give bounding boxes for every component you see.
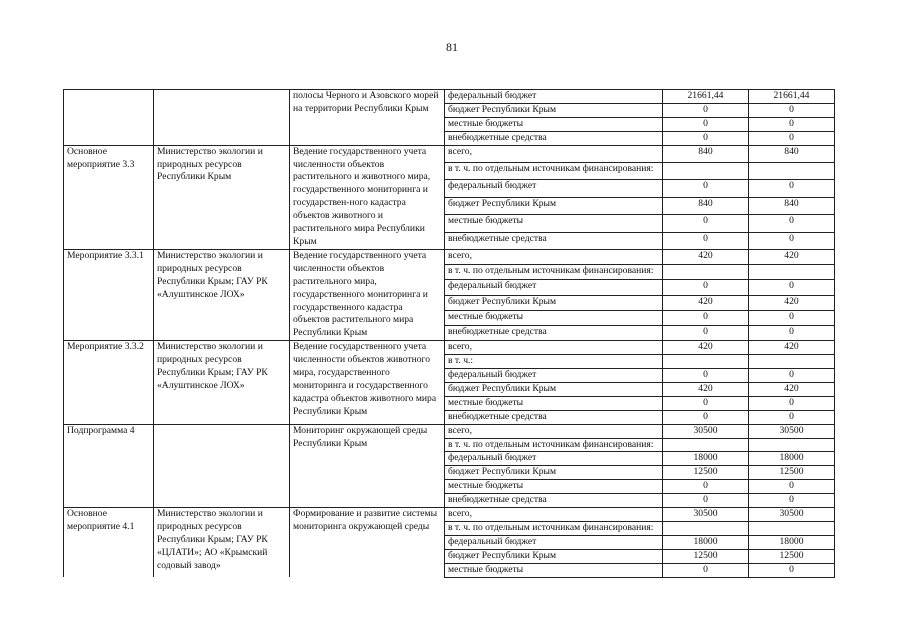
amount-cell: 420	[749, 341, 835, 355]
funding-source-cell: всего,	[445, 341, 663, 355]
amount-cell: 0	[749, 396, 835, 410]
table-row	[64, 145, 835, 162]
funding-source-cell: федеральный бюджет	[445, 90, 663, 104]
amount-cell: 21661,44	[663, 90, 749, 104]
executor-cell	[154, 424, 290, 507]
amount-cell: 0	[663, 563, 749, 577]
amount-cell: 0	[749, 325, 835, 340]
amount-cell: 0	[663, 280, 749, 295]
amount-cell	[749, 265, 835, 280]
table-row	[64, 508, 835, 522]
amount-cell: 0	[749, 280, 835, 295]
amount-cell: 840	[663, 145, 749, 162]
budget-table	[63, 89, 835, 578]
amount-cell: 12500	[663, 466, 749, 480]
measure-name-cell: Мероприятие 3.3.2	[64, 341, 154, 424]
amount-cell: 0	[663, 480, 749, 494]
funding-source-cell: внебюджетные средства	[445, 325, 663, 340]
amount-cell: 18000	[749, 535, 835, 549]
table-row	[64, 424, 835, 438]
amount-cell: 420	[663, 295, 749, 310]
amount-cell: 840	[749, 197, 835, 214]
amount-cell: 0	[663, 215, 749, 232]
amount-cell: 0	[749, 369, 835, 383]
amount-cell: 420	[749, 382, 835, 396]
amount-cell: 0	[663, 310, 749, 325]
funding-source-cell: в т. ч.:	[445, 355, 663, 369]
funding-source-cell: всего,	[445, 424, 663, 438]
funding-source-cell: в т. ч. по отдельным источникам финансирования:	[445, 522, 663, 536]
amount-cell: 420	[663, 341, 749, 355]
amount-cell: 420	[749, 295, 835, 310]
measure-name-cell: Мероприятие 3.3.1	[64, 249, 154, 340]
amount-cell: 0	[749, 232, 835, 249]
funding-source-cell: федеральный бюджет	[445, 452, 663, 466]
amount-cell: 0	[663, 325, 749, 340]
executor-cell: Министерство экологии и природных ресурсов Республики Крым; ГАУ РК «ЦЛАТИ»; АО «Крымский содовый завод»	[154, 508, 290, 578]
amount-cell: 30500	[663, 424, 749, 438]
funding-source-cell: всего,	[445, 145, 663, 162]
amount-cell	[749, 522, 835, 536]
measure-name-cell: Основное мероприятие 3.3	[64, 145, 154, 249]
funding-source-cell: в т. ч. по отдельным источникам финансирования:	[445, 163, 663, 180]
amount-cell: 420	[663, 382, 749, 396]
amount-cell	[749, 163, 835, 180]
funding-source-cell: федеральный бюджет	[445, 369, 663, 383]
funding-source-cell: бюджет Республики Крым	[445, 549, 663, 563]
amount-cell: 0	[749, 131, 835, 145]
amount-cell: 0	[749, 494, 835, 508]
executor-cell: Министерство экологии и природных ресурсов Республики Крым; ГАУ РК «Алуштинское ЛОХ»	[154, 249, 290, 340]
funding-source-cell: бюджет Республики Крым	[445, 197, 663, 214]
amount-cell: 0	[663, 131, 749, 145]
amount-cell: 0	[749, 180, 835, 197]
amount-cell	[749, 438, 835, 452]
funding-source-cell: бюджет Республики Крым	[445, 466, 663, 480]
amount-cell: 0	[749, 117, 835, 131]
table-row	[64, 341, 835, 355]
amount-cell: 12500	[749, 466, 835, 480]
funding-source-cell: в т. ч. по отдельным источникам финансирования:	[445, 265, 663, 280]
amount-cell: 840	[749, 145, 835, 162]
amount-cell: 420	[749, 249, 835, 264]
amount-cell	[749, 355, 835, 369]
table-row	[64, 249, 835, 264]
amount-cell: 0	[663, 396, 749, 410]
funding-source-cell: местные бюджеты	[445, 117, 663, 131]
measure-description-cell: Ведение государственного учета численности объектов растительного и животного мира, государственного мониторинга и государствен-ного кадастра объектов животного и растительного мира Республики Крым	[290, 145, 445, 249]
measure-name-cell: Подпрограмма 4	[64, 424, 154, 507]
amount-cell: 0	[749, 410, 835, 424]
amount-cell: 12500	[749, 549, 835, 563]
amount-cell: 0	[663, 180, 749, 197]
amount-cell: 0	[749, 215, 835, 232]
funding-source-cell: федеральный бюджет	[445, 280, 663, 295]
amount-cell	[663, 265, 749, 280]
measure-description-cell: Ведение государственного учета численности объектов животного мира, государственного мониторинга и государственного кадастра объектов животного мира Республики Крым	[290, 341, 445, 424]
measure-description-cell: полосы Черного и Азовского морей на территории Республики Крым	[290, 90, 445, 146]
funding-source-cell: внебюджетные средства	[445, 232, 663, 249]
funding-source-cell: бюджет Республики Крым	[445, 382, 663, 396]
amount-cell: 0	[663, 103, 749, 117]
measure-description-cell: Ведение государственного учета численности объектов растительного мира, государственного мониторинга и государственного кадастра объектов растительного мира Республики Крым	[290, 249, 445, 340]
page-number: 81	[446, 40, 458, 54]
amount-cell: 30500	[663, 508, 749, 522]
funding-source-cell: всего,	[445, 249, 663, 264]
amount-cell: 21661,44	[749, 90, 835, 104]
amount-cell: 0	[749, 103, 835, 117]
funding-source-cell: местные бюджеты	[445, 396, 663, 410]
measure-description-cell: Мониторинг окружающей среды Республики Крым	[290, 424, 445, 507]
funding-source-cell: всего,	[445, 508, 663, 522]
amount-cell: 0	[663, 117, 749, 131]
funding-source-cell: местные бюджеты	[445, 310, 663, 325]
funding-source-cell: внебюджетные средства	[445, 410, 663, 424]
amount-cell: 0	[749, 480, 835, 494]
amount-cell: 0	[749, 310, 835, 325]
amount-cell: 30500	[749, 508, 835, 522]
amount-cell	[663, 438, 749, 452]
amount-cell	[663, 522, 749, 536]
funding-source-cell: внебюджетные средства	[445, 494, 663, 508]
amount-cell: 0	[663, 410, 749, 424]
measure-name-cell: Основное мероприятие 4.1	[64, 508, 154, 578]
funding-source-cell: бюджет Республики Крым	[445, 295, 663, 310]
amount-cell: 0	[749, 563, 835, 577]
funding-source-cell: бюджет Республики Крым	[445, 103, 663, 117]
amount-cell	[663, 355, 749, 369]
amount-cell: 18000	[663, 535, 749, 549]
amount-cell: 0	[663, 369, 749, 383]
amount-cell: 18000	[663, 452, 749, 466]
amount-cell: 30500	[749, 424, 835, 438]
funding-source-cell: федеральный бюджет	[445, 535, 663, 549]
funding-source-cell: местные бюджеты	[445, 480, 663, 494]
executor-cell	[154, 90, 290, 146]
executor-cell: Министерство экологии и природных ресурсов Республики Крым; ГАУ РК «Алуштинское ЛОХ»	[154, 341, 290, 424]
funding-source-cell: федеральный бюджет	[445, 180, 663, 197]
funding-source-cell: местные бюджеты	[445, 563, 663, 577]
amount-cell: 840	[663, 197, 749, 214]
funding-source-cell: внебюджетные средства	[445, 131, 663, 145]
amount-cell: 0	[663, 232, 749, 249]
amount-cell: 12500	[663, 549, 749, 563]
funding-source-cell: в т. ч. по отдельным источникам финансирования:	[445, 438, 663, 452]
funding-source-cell: местные бюджеты	[445, 215, 663, 232]
amount-cell: 420	[663, 249, 749, 264]
measure-name-cell	[64, 90, 154, 146]
executor-cell: Министерство экологии и природных ресурсов Республики Крым	[154, 145, 290, 249]
table-row	[64, 90, 835, 104]
amount-cell	[663, 163, 749, 180]
measure-description-cell: Формирование и развитие системы мониторинга окружающей среды	[290, 508, 445, 578]
amount-cell: 0	[663, 494, 749, 508]
amount-cell: 18000	[749, 452, 835, 466]
